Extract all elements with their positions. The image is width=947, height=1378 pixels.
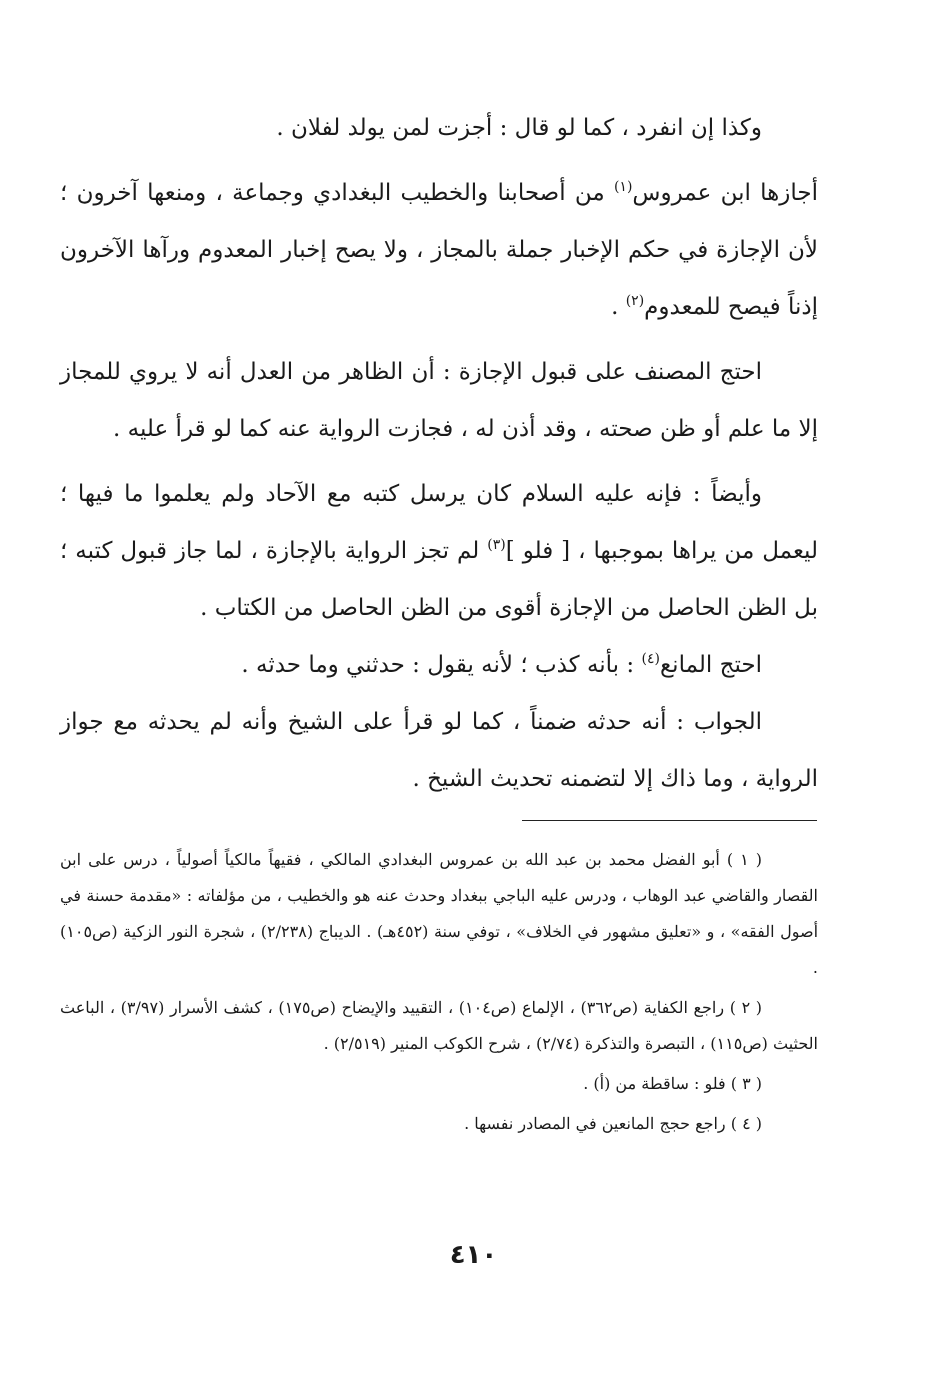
footnote-ref-3[interactable]: (٣): [487, 537, 506, 553]
footnote-ref-1[interactable]: (١): [613, 179, 633, 195]
paragraph-2-start: أجازها ابن عمروس: [632, 180, 818, 206]
paragraph-4: [60, 466, 818, 637]
footnote-1: ( ١ ) أبو الفضل محمد بن عبد الله بن عمروس البغدادي المالكي ، فقيهاً مالكياً أصولياً ، درس على ابن القصار والقاضي عبد الوهاب ، ودرس عليه الباجي ببغداد وحدث عنه هو والخطيب ، من مؤلفاته : «مقدمة حسنة في أصول الفقه» ، و «تعليق مشهور في الخلاف» ، توفي سنة (٤٥٢هـ) . الديباج (٢/٢٣٨) ، شجرة النور الزكية (ص١٠٥) .: [60, 850, 819, 977]
main-text: [60, 100, 818, 808]
footnote-3: ( ٣ ) فلو : ساقطة من (أ) .: [583, 1074, 762, 1093]
paragraph-3: احتج المصنف على قبول الإجازة : أن الظاهر من العدل أنه لا يروي للمجاز إلا ما علم أو ظن صحته ، وقد أذن له ، فجازت الرواية عنه كما لو قرأ عليه .: [60, 359, 818, 442]
paragraph-5-start: احتج المانع: [659, 652, 762, 678]
paragraph-4-start: وأيضاً : فإنه عليه السلام كان يرسل كتبه مع الآحاد ولم يعلموا ما فيها ؛ ليعمل من يراها بموجبها ، [ فلو ]: [60, 481, 818, 564]
paragraph-1: وكذا إن انفرد ، كما لو قال : أجزت لمن يولد لفلان .: [276, 115, 762, 141]
footnote-2: ( ٢ ) راجع الكفاية (ص٣٦٢) ، الإلماع (ص١٠٤) ، التقييد والإيضاح (ص١٧٥) ، كشف الأسرار (٣/٩٧) ، الباعث الحثيث (ص١١٥) ، التبصرة والتذكرة (٢/٧٤) ، شرح الكوكب المنير (٢/٥١٩) .: [60, 998, 818, 1053]
paragraph-2-body: من أصحابنا والخطيب البغدادي وجماعة ، ومنعها آخرون ؛ لأن الإجازة في حكم الإخبار جملة بالمجاز ، ولا يصح إخبار المعدوم ورآها الآخرون إذناً فيصح للمعدوم: [60, 180, 818, 320]
footnote-4: ( ٤ ) راجع حجج المانعين في المصادر نفسها .: [464, 1114, 762, 1133]
page-number: ٤١٠: [449, 1240, 498, 1270]
paragraph-2: [60, 165, 818, 336]
paragraph-6: الجواب : أنه حدثه ضمناً ، كما لو قرأ على الشيخ وأنه لم يحدثه مع جواز الرواية ، وما ذاك إلا لتضمنه تحديث الشيخ .: [60, 709, 818, 792]
paragraph-2-end: .: [611, 294, 626, 320]
footnote-ref-4[interactable]: (٤): [641, 651, 660, 667]
paragraph-4-end: لم تجز الرواية بالإجازة ، لما جاز قبول كتبه ؛ بل الظن الحاصل من الإجازة أقوى من الظن الحاصل من الكتاب .: [60, 538, 818, 621]
footnote-ref-2[interactable]: (٢): [625, 293, 645, 309]
footnote-separator: [522, 820, 817, 821]
footnotes: [60, 842, 818, 1142]
paragraph-5: [60, 637, 818, 694]
paragraph-5-end: : بأنه كذب ؛ لأنه يقول : حدثني وما حدثه .: [241, 652, 642, 678]
